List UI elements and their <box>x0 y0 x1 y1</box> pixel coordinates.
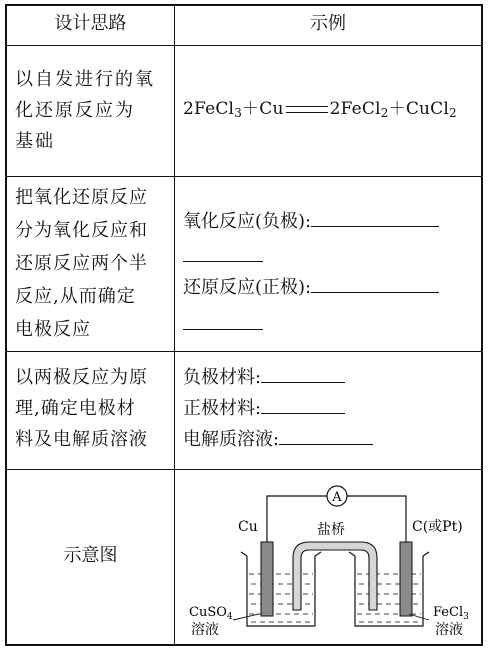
eq-product-fecl: 2FeCl <box>329 99 381 119</box>
reduction-line <box>183 272 479 303</box>
positive-material-blank[interactable] <box>261 413 345 414</box>
galvanic-cell-diagram <box>175 470 481 644</box>
left-solution-leader <box>233 614 259 620</box>
salt-bridge-tube <box>293 542 377 610</box>
right-solution-word: 溶液 <box>435 622 463 638</box>
salt-bridge-label: 盐桥 <box>317 522 345 538</box>
row-divider <box>7 45 481 46</box>
right-beaker <box>349 552 429 626</box>
eq-product-cucl: ＋CuCl <box>388 99 450 119</box>
eq-subscript: 2 <box>380 106 389 120</box>
left-solution-label: CuSO$_4$ <box>189 605 233 622</box>
negative-material-blank[interactable] <box>261 382 345 383</box>
row3-idea-line: 理,确定电极材 <box>15 398 136 419</box>
right-solution-label: FeCl$_3$ <box>433 605 469 622</box>
row1-idea-line: 以自发进行的氧 <box>15 69 155 90</box>
eq-reactant-cu: ＋Cu <box>242 99 284 119</box>
cu-electrode-label: Cu <box>238 519 258 535</box>
row-divider <box>7 351 481 352</box>
row2-idea <box>15 181 171 346</box>
negative-material-line <box>183 362 479 393</box>
row3-idea <box>15 362 171 455</box>
eq-subscript: 2 <box>449 106 457 120</box>
oxidation-line <box>183 206 479 237</box>
row2-idea-line: 还原反应两个半 <box>15 253 148 274</box>
header-design-idea: 设计思路 <box>54 13 127 34</box>
cu-electrode <box>261 542 273 616</box>
positive-material-label: 正极材料: <box>183 398 262 419</box>
negative-material-label: 负极材料: <box>183 367 262 388</box>
eq-double-line <box>286 106 328 113</box>
electrolyte-line <box>183 424 479 455</box>
left-solution-dashes <box>249 574 313 622</box>
row1-idea-line: 化还原反应为 <box>15 100 135 121</box>
carbon-electrode <box>400 542 412 616</box>
left-beaker <box>241 552 321 626</box>
eq-subscript: 3 <box>234 106 243 120</box>
oxidation-line-cont <box>183 241 479 272</box>
row2-idea-line: 把氧化还原反应 <box>15 187 148 208</box>
reduction-line-cont <box>183 309 479 340</box>
eq-reactant-fecl: 2FeCl <box>183 99 235 119</box>
row2-idea-line: 电极反应 <box>15 319 91 340</box>
reduction-label: 还原反应(正极): <box>183 277 312 298</box>
positive-material-line <box>183 393 479 424</box>
row1-reaction-equation <box>183 94 479 125</box>
design-table <box>5 4 483 646</box>
reduction-answer-blank-cont[interactable] <box>183 329 263 330</box>
oxidation-label: 氧化反应(负极): <box>183 211 312 232</box>
ammeter-label: A <box>332 490 342 505</box>
row3-idea-line: 料及电解质溶液 <box>15 429 148 450</box>
row-divider <box>7 176 481 177</box>
reduction-answer-blank[interactable] <box>311 292 439 293</box>
row4-idea: 示意图 <box>63 545 118 566</box>
oxidation-answer-blank-cont[interactable] <box>183 261 263 262</box>
right-solution-leader <box>409 614 429 620</box>
left-solution-word: 溶液 <box>191 622 219 638</box>
row1-idea-line: 基础 <box>15 131 55 152</box>
oxidation-answer-blank[interactable] <box>311 226 439 227</box>
electrolyte-label: 电解质溶液: <box>183 429 280 450</box>
row2-idea-line: 反应,从而确定 <box>15 286 136 307</box>
carbon-electrode-label: C(或Pt) <box>412 519 463 535</box>
row2-idea-line: 分为氧化反应和 <box>15 220 148 241</box>
electrolyte-blank[interactable] <box>279 444 373 445</box>
row1-idea <box>15 64 171 157</box>
header-example: 示例 <box>310 13 346 34</box>
row3-idea-line: 以两极反应为原 <box>15 367 148 388</box>
